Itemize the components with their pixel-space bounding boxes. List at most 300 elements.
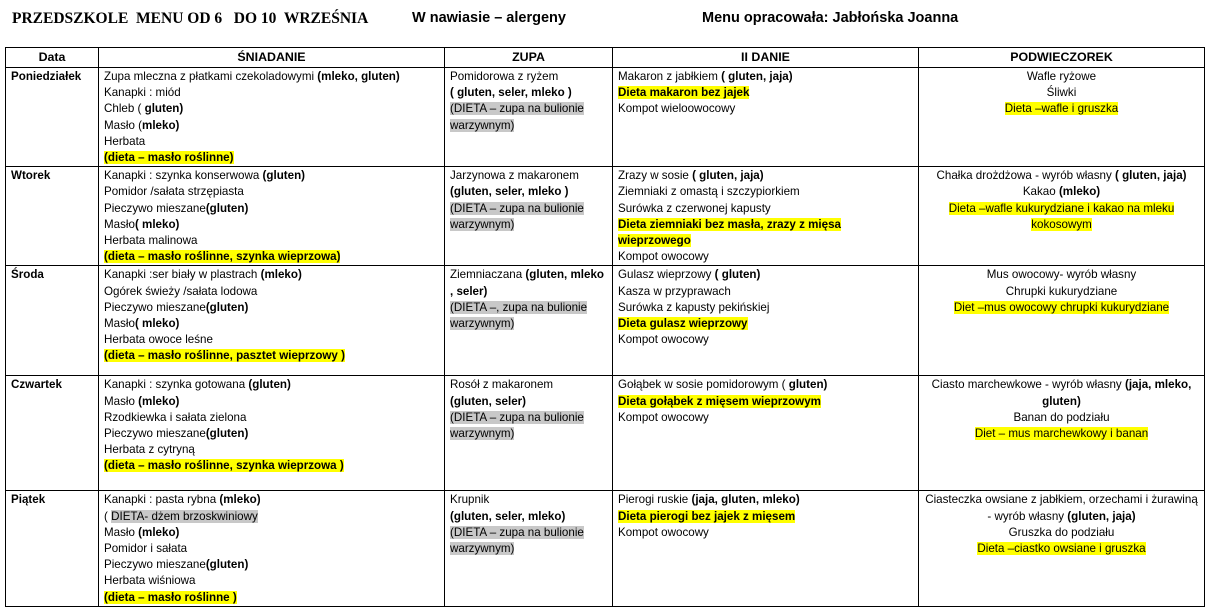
menu-line-text xyxy=(104,268,302,281)
menu-line-text xyxy=(450,301,587,330)
menu-line xyxy=(104,300,439,316)
allergen-text: (gluten) xyxy=(205,300,249,314)
menu-line xyxy=(924,267,1199,283)
main-cell xyxy=(613,68,919,167)
plain-text: Pomidor /sałata strzępiasta xyxy=(104,185,244,199)
menu-line-text xyxy=(618,378,827,391)
menu-line-text xyxy=(975,427,1148,440)
plain-text: (DIETA – zupa na bulionie warzywnym) xyxy=(450,201,584,231)
menu-line-text xyxy=(618,169,764,182)
menu-line xyxy=(618,184,913,200)
menu-line xyxy=(104,458,439,474)
menu-line-text xyxy=(1023,185,1100,198)
menu-line-text xyxy=(450,185,569,198)
plain-text: Kompot owocowy xyxy=(618,333,709,347)
menu-line-text xyxy=(450,395,526,408)
plain-text: Chałka drożdżowa - wyrób własny xyxy=(936,169,1115,183)
snack-cell xyxy=(919,491,1205,606)
menu-line-text xyxy=(450,510,565,523)
allergen-text: (gluten) xyxy=(262,169,306,183)
breakfast-cell xyxy=(99,167,445,266)
menu-line-text xyxy=(925,493,1198,522)
allergen-text: ( mleko) xyxy=(134,217,180,231)
menu-line-text xyxy=(618,268,760,281)
menu-line xyxy=(104,573,439,589)
plain-text: Krupnik xyxy=(450,493,490,507)
menu-line xyxy=(924,69,1199,85)
snack-cell xyxy=(919,167,1205,266)
menu-line xyxy=(618,217,913,249)
day-cell: Czwartek xyxy=(6,376,99,491)
allergen-text: (jaja, mleko, gluten) xyxy=(1042,378,1192,408)
menu-line xyxy=(618,332,913,348)
plain-text: ( xyxy=(104,509,112,523)
breakfast-cell xyxy=(99,68,445,167)
table-row xyxy=(6,68,1205,167)
soup-cell xyxy=(445,266,613,376)
menu-line-text xyxy=(104,102,183,115)
menu-line xyxy=(924,541,1199,557)
plain-text: Diet – mus marchewkowy i banan xyxy=(974,427,1149,441)
menu-line xyxy=(450,377,607,393)
menu-line-text xyxy=(954,301,1169,314)
plain-text: (DIETA –, zupa na bulionie warzywnym) xyxy=(450,300,588,331)
menu-line xyxy=(618,525,913,541)
allergens-note: W nawiasie – alergeny xyxy=(412,10,566,26)
plain-text: Herbata wiśniowa xyxy=(104,574,196,588)
column-header-breakfast: ŚNIADANIE xyxy=(99,48,445,68)
menu-line xyxy=(450,267,607,299)
allergen-text: (dieta – masło roślinne, szynka wieprzowa ) xyxy=(104,459,344,473)
allergen-text: gluten) xyxy=(144,102,184,116)
menu-line xyxy=(924,492,1199,524)
snack-cell xyxy=(919,68,1205,167)
menu-line-text xyxy=(104,250,340,263)
menu-line-text xyxy=(104,202,248,215)
menu-line xyxy=(104,332,439,348)
menu-line-text xyxy=(104,558,248,571)
menu-line-text xyxy=(104,591,237,604)
plain-text: Ziemniaki z omastą i szczypiorkiem xyxy=(618,185,800,199)
menu-line xyxy=(618,394,913,410)
table-row xyxy=(6,167,1205,266)
allergen-text: (gluten) xyxy=(205,558,249,572)
main-cell xyxy=(613,167,919,266)
menu-line xyxy=(104,134,439,150)
menu-line-text xyxy=(618,493,800,506)
menu-line xyxy=(104,426,439,442)
menu-author: Menu opracowała: Jabłońska Joanna xyxy=(702,10,959,26)
allergen-text: (gluten, seler, mleko) xyxy=(450,509,566,523)
plain-text: Makaron z jabłkiem xyxy=(618,70,722,83)
column-header-main: II DANIE xyxy=(613,48,919,68)
allergen-text: Dieta pierogi bez jajek z mięsem xyxy=(618,509,796,523)
menu-line-text xyxy=(618,285,731,298)
menu-line-text xyxy=(1005,102,1118,115)
menu-line-text xyxy=(618,395,821,408)
menu-line xyxy=(104,557,439,573)
plain-text: Pieczywo mieszane xyxy=(104,427,206,441)
allergen-text: ( gluten, jaja) xyxy=(721,70,793,83)
plain-text: Dieta –wafle kukurydziane i kakao na mleku kokosowym xyxy=(948,201,1175,231)
plain-text: Kompot owocowy xyxy=(618,525,709,539)
main-cell xyxy=(613,376,919,491)
menu-line xyxy=(618,168,913,184)
menu-line-text xyxy=(1047,86,1077,99)
menu-line xyxy=(104,284,439,300)
menu-line-text xyxy=(618,301,769,314)
menu-line xyxy=(104,201,439,217)
menu-table xyxy=(5,47,1205,607)
plain-text: Kompot owocowy xyxy=(618,250,709,264)
allergen-text: (gluten) xyxy=(205,201,249,215)
day-cell: Środa xyxy=(6,266,99,376)
plain-text: Jarzynowa z makaronem xyxy=(450,169,579,183)
plain-text: Masło xyxy=(104,525,139,539)
menu-line xyxy=(618,509,913,525)
plain-text: Pomidor i sałata xyxy=(104,542,188,556)
menu-line-text xyxy=(104,218,179,231)
menu-line xyxy=(924,410,1199,426)
plain-text: Masło xyxy=(104,394,139,408)
day-cell: Wtorek xyxy=(6,167,99,266)
menu-line-text xyxy=(104,459,344,472)
plain-text: Pieczywo mieszane xyxy=(104,201,206,215)
plain-text: Herbata malinowa xyxy=(104,234,198,248)
menu-line-text xyxy=(450,411,584,440)
plain-text: Masło xyxy=(104,317,135,331)
plain-text: Kasza w przyprawach xyxy=(618,284,731,298)
menu-line xyxy=(104,590,439,606)
menu-line-text xyxy=(104,234,197,247)
menu-line-text xyxy=(104,151,234,164)
menu-line xyxy=(104,316,439,332)
plain-text: Surówka z kapusty pekińskiej xyxy=(618,300,770,314)
plain-text: Wafle ryżowe xyxy=(1026,70,1097,83)
menu-line-text xyxy=(618,86,749,99)
menu-line-text xyxy=(104,411,246,424)
allergen-text: (mleko) xyxy=(1058,185,1101,199)
plain-text: Zupa mleczna z płatkami czekoladowymi xyxy=(104,70,318,83)
menu-line-text xyxy=(618,202,771,215)
menu-line xyxy=(104,168,439,184)
plain-text: Kanapki : pasta rybna xyxy=(104,493,220,507)
menu-line xyxy=(450,509,607,525)
main-cell xyxy=(613,266,919,376)
allergen-text: Dieta makaron bez jajek xyxy=(618,86,750,100)
diet-note: DIETA- dżem brzoskwiniowy xyxy=(111,509,258,523)
menu-line xyxy=(104,377,439,393)
menu-line-text xyxy=(949,202,1175,231)
breakfast-cell xyxy=(99,376,445,491)
plain-text: Herbata xyxy=(104,134,146,148)
plain-text: Surówka z czerwonej kapusty xyxy=(618,201,771,215)
menu-line-text xyxy=(1006,285,1117,298)
plain-text: Kanapki :ser biały w plastrach xyxy=(104,268,261,282)
menu-line-text xyxy=(618,526,709,539)
allergen-text: (mleko) xyxy=(138,394,180,408)
allergen-text: (jaja, gluten, mleko) xyxy=(691,493,800,507)
menu-line-text xyxy=(932,378,1192,407)
page-header xyxy=(0,10,1214,34)
menu-line xyxy=(924,377,1199,409)
menu-line-text xyxy=(618,333,709,346)
plain-text: Chrupki kukurydziane xyxy=(1005,284,1118,298)
allergen-text: (gluten) xyxy=(248,378,291,392)
menu-line xyxy=(618,249,913,265)
plain-text: Diet –mus owocowy chrupki kukurydziane xyxy=(953,300,1170,314)
plain-text: Herbata z cytryną xyxy=(104,443,195,457)
menu-line xyxy=(450,410,607,442)
allergen-text: (gluten, jaja) xyxy=(1067,509,1136,523)
menu-line-text xyxy=(104,135,145,148)
menu-line-text xyxy=(450,202,584,231)
menu-line-text xyxy=(104,493,261,506)
menu-line xyxy=(104,101,439,117)
menu-line-text xyxy=(450,378,553,391)
plain-text: Zrazy w sosie xyxy=(618,169,693,183)
menu-line xyxy=(104,541,439,557)
plain-text: Dieta –wafle i gruszka xyxy=(1004,102,1119,116)
menu-line-text xyxy=(104,86,181,99)
menu-line xyxy=(924,525,1199,541)
menu-line xyxy=(618,85,913,101)
menu-line xyxy=(104,150,439,166)
column-header-snack: PODWIECZOREK xyxy=(919,48,1205,68)
allergen-text: ( gluten, seler, mleko ) xyxy=(450,86,572,100)
plain-text: Pieczywo mieszane xyxy=(104,300,206,314)
menu-line-text xyxy=(618,250,709,263)
menu-line-text xyxy=(104,70,400,83)
breakfast-cell xyxy=(99,266,445,376)
plain-text: Mus owocowy- wyrób własny xyxy=(986,268,1137,282)
menu-line xyxy=(618,267,913,283)
allergen-text: (dieta – masło roślinne, szynka wieprzowa) xyxy=(104,250,341,264)
menu-line xyxy=(924,184,1199,200)
allergen-text: (gluten, mleko , seler) xyxy=(450,268,604,298)
menu-line xyxy=(618,101,913,117)
menu-line-text xyxy=(104,526,179,539)
allergen-text: (dieta – masło roślinne) xyxy=(104,151,234,165)
menu-line-text xyxy=(104,301,248,314)
plain-text: Kakao xyxy=(1022,185,1059,199)
menu-line xyxy=(104,509,439,525)
menu-line xyxy=(924,426,1199,442)
plain-text: Chleb ( xyxy=(104,102,145,116)
plain-text: Ciasteczka owsiane z jabłkiem, orzechami i żurawiną - wyrób własny xyxy=(925,493,1198,523)
menu-line-text xyxy=(450,70,558,83)
menu-line-text xyxy=(104,395,179,408)
plain-text: Kompot wieloowocowy xyxy=(618,102,736,116)
plain-text: Banan do podziału xyxy=(1013,410,1110,424)
menu-line xyxy=(924,300,1199,316)
allergen-text: ( mleko) xyxy=(134,317,180,331)
menu-line-text xyxy=(104,119,179,132)
menu-line xyxy=(618,300,913,316)
menu-line-text xyxy=(104,349,345,362)
menu-line xyxy=(924,201,1199,233)
table-row xyxy=(6,491,1205,606)
menu-line-text xyxy=(104,333,213,346)
allergen-text: ( gluten, jaja) xyxy=(692,169,764,183)
column-header-soup: ZUPA xyxy=(445,48,613,68)
plain-text: Gulasz wieprzowy xyxy=(618,268,715,282)
allergen-text: (dieta – masło roślinne ) xyxy=(104,590,237,604)
table-header-row xyxy=(6,48,1205,68)
menu-line xyxy=(104,184,439,200)
allergen-text: ( gluten, jaja) xyxy=(1115,169,1187,183)
plain-text: (DIETA – zupa na bulionie warzywnym) xyxy=(450,410,584,441)
allergen-text: (mleko, gluten) xyxy=(317,70,400,83)
plain-text: Masło xyxy=(104,217,135,231)
menu-line-text xyxy=(1013,411,1109,424)
menu-line xyxy=(450,69,607,85)
menu-line-text xyxy=(104,510,258,523)
plain-text: (DIETA – zupa na bulionie warzywnym) xyxy=(450,102,584,132)
allergen-text: Dieta ziemniaki bez masła, zrazy z mięsa wieprzowego xyxy=(618,217,841,248)
menu-line-text xyxy=(104,427,248,440)
soup-cell xyxy=(445,167,613,266)
snack-cell xyxy=(919,266,1205,376)
menu-line xyxy=(450,201,607,233)
menu-line xyxy=(618,284,913,300)
menu-line-text xyxy=(937,169,1187,182)
menu-line-text xyxy=(618,510,795,523)
menu-line xyxy=(924,284,1199,300)
menu-line xyxy=(104,267,439,283)
menu-line xyxy=(924,85,1199,101)
menu-line xyxy=(618,69,913,85)
allergen-text: (mleko) xyxy=(138,525,180,539)
menu-line xyxy=(618,377,913,393)
menu-line xyxy=(104,85,439,101)
menu-line xyxy=(104,233,439,249)
menu-line-text xyxy=(104,317,179,330)
allergen-text: (dieta – masło roślinne, pasztet wieprzowy ) xyxy=(104,349,345,363)
menu-line-text xyxy=(618,185,800,198)
menu-line xyxy=(104,249,439,265)
menu-line-text xyxy=(1027,70,1096,83)
menu-line-text xyxy=(104,169,305,182)
menu-line xyxy=(450,525,607,557)
menu-line-text xyxy=(104,574,196,587)
plain-text: Pierogi ruskie xyxy=(618,493,692,507)
plain-text: Rzodkiewka i sałata zielona xyxy=(104,410,247,424)
menu-line xyxy=(450,492,607,508)
menu-line-text xyxy=(104,542,187,555)
menu-line xyxy=(104,442,439,458)
soup-cell xyxy=(445,376,613,491)
menu-line-text xyxy=(1009,526,1115,539)
menu-line xyxy=(104,118,439,134)
plain-text: Masło ( xyxy=(104,118,143,132)
menu-line xyxy=(450,85,607,101)
day-cell: Piątek xyxy=(6,491,99,606)
allergen-text: (gluten, seler) xyxy=(450,394,527,408)
plain-text: Rosół z makaronem xyxy=(450,378,554,392)
plain-text: Herbata owoce leśne xyxy=(104,333,213,347)
allergen-text: (gluten) xyxy=(205,427,249,441)
menu-line-text xyxy=(618,218,841,247)
plain-text: Kanapki : szynka gotowana xyxy=(104,378,249,392)
plain-text: Ziemniaczana xyxy=(450,268,526,282)
menu-title: PRZEDSZKOLE MENU OD 6 DO 10 WRZEŚNIA xyxy=(12,10,369,27)
menu-line-text xyxy=(450,102,584,131)
soup-cell xyxy=(445,68,613,167)
plain-text: Ciasto marchewkowe - wyrób własny xyxy=(931,378,1125,392)
menu-line-text xyxy=(977,542,1145,555)
allergen-text: gluten) xyxy=(788,378,828,392)
menu-line-text xyxy=(104,378,291,391)
snack-cell xyxy=(919,376,1205,491)
main-cell xyxy=(613,491,919,606)
plain-text: Ogórek świeży /sałata lodowa xyxy=(104,284,258,298)
column-header-date: Data xyxy=(6,48,99,68)
plain-text: Kanapki : miód xyxy=(104,86,181,100)
plain-text: (DIETA – zupa na bulionie warzywnym) xyxy=(450,525,584,556)
menu-line-text xyxy=(104,185,244,198)
menu-line xyxy=(618,410,913,426)
allergen-text: (mleko) xyxy=(219,493,261,507)
menu-line-text xyxy=(450,526,584,555)
menu-line xyxy=(450,168,607,184)
menu-line xyxy=(618,201,913,217)
plain-text: Pomidorowa z ryżem xyxy=(450,70,559,83)
allergen-text: Dieta gulasz wieprzowy xyxy=(618,317,748,331)
plain-text: Gołąbek w sosie pomidorowym ( xyxy=(618,378,789,392)
plain-text: Gruszka do podziału xyxy=(1008,525,1115,539)
menu-line-text xyxy=(104,443,195,456)
menu-line xyxy=(618,492,913,508)
menu-line xyxy=(924,101,1199,117)
menu-line xyxy=(104,348,439,364)
menu-line xyxy=(104,69,439,85)
allergen-text: (gluten, seler, mleko ) xyxy=(450,185,569,199)
menu-line xyxy=(450,184,607,200)
menu-line-text xyxy=(450,86,572,99)
menu-line xyxy=(450,101,607,133)
menu-line-text xyxy=(618,102,735,115)
allergen-text: ( gluten) xyxy=(714,268,761,282)
menu-line-text xyxy=(450,268,604,297)
plain-text: Kompot owocowy xyxy=(618,410,709,424)
plain-text: Dieta –ciastko owsiane i gruszka xyxy=(977,542,1146,556)
menu-line xyxy=(924,168,1199,184)
menu-line xyxy=(618,316,913,332)
allergen-text: mleko) xyxy=(142,118,180,132)
day-cell: Poniedziałek xyxy=(6,68,99,167)
menu-line-text xyxy=(618,317,748,330)
menu-line xyxy=(104,410,439,426)
breakfast-cell xyxy=(99,491,445,606)
menu-line-text xyxy=(450,169,579,182)
menu-line-text xyxy=(450,493,489,506)
menu-line xyxy=(450,300,607,332)
menu-line-text xyxy=(987,268,1136,281)
plain-text: Pieczywo mieszane xyxy=(104,558,206,572)
table-row xyxy=(6,376,1205,491)
table-row xyxy=(6,266,1205,376)
menu-line xyxy=(104,525,439,541)
menu-line-text xyxy=(104,285,257,298)
menu-line xyxy=(104,217,439,233)
allergen-text: Dieta gołąbek z mięsem wieprzowym xyxy=(618,394,821,408)
plain-text: Kanapki : szynka konserwowa xyxy=(104,169,263,183)
allergen-text: (mleko) xyxy=(260,268,302,282)
plain-text: Śliwki xyxy=(1046,86,1077,100)
menu-line-text xyxy=(618,411,709,424)
menu-line-text xyxy=(618,70,793,83)
